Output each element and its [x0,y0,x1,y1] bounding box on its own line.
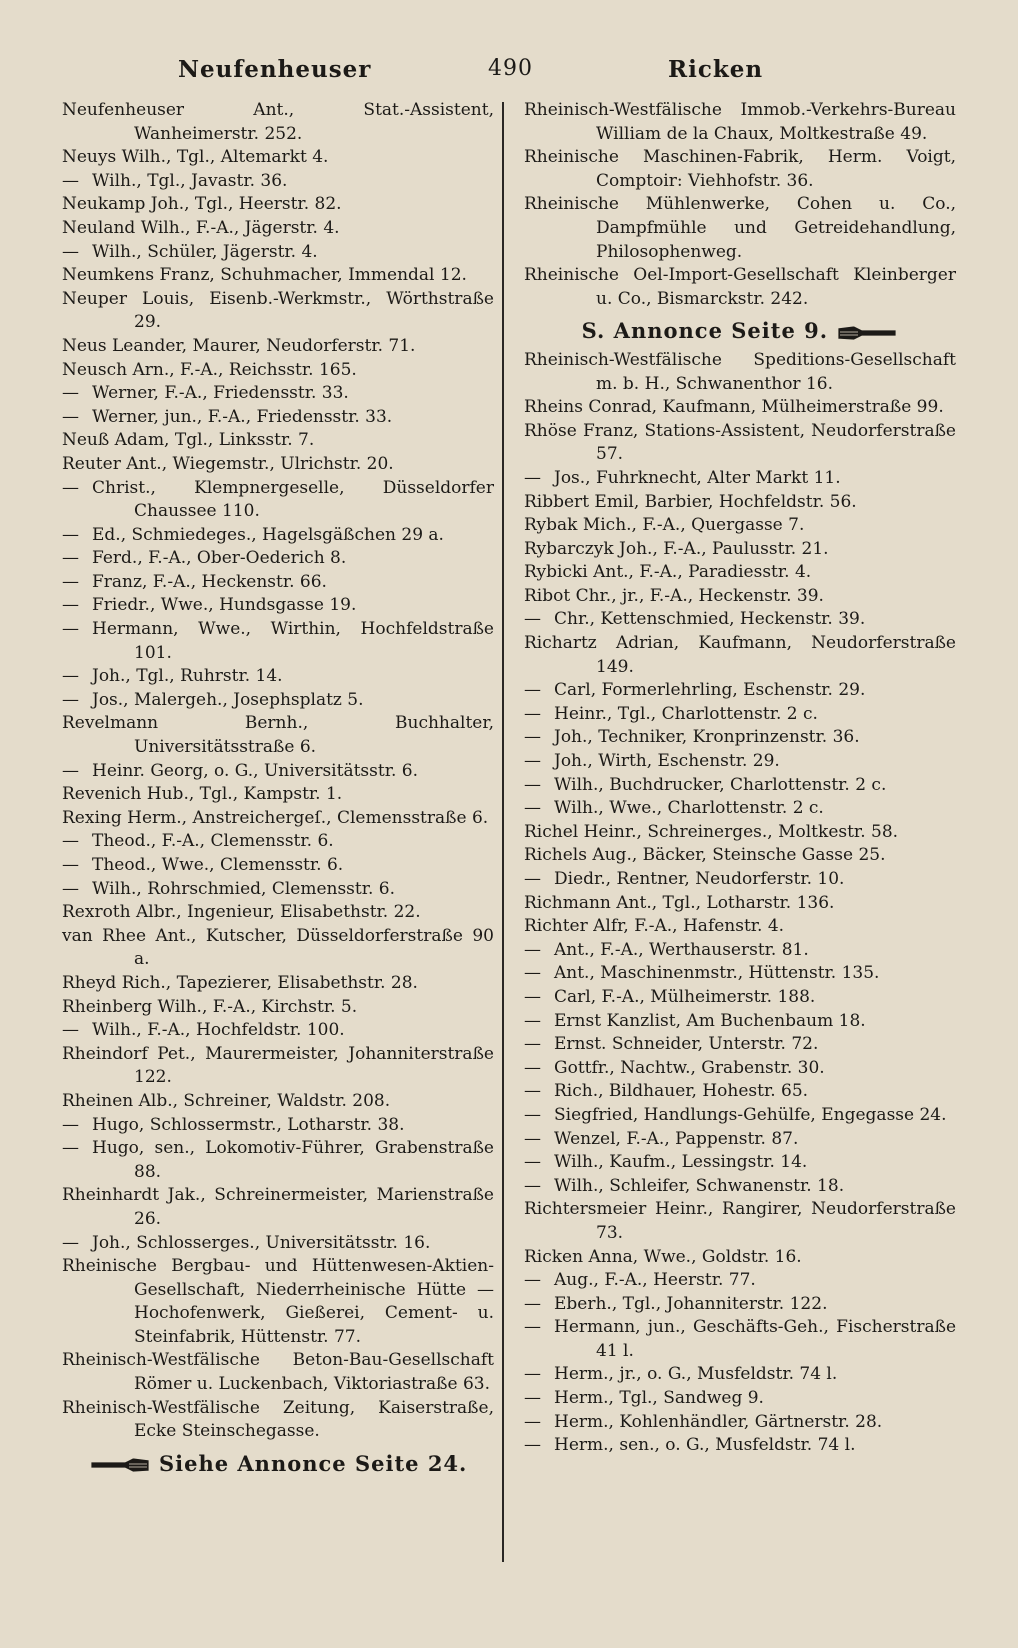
ditto-dash: — [62,241,79,262]
entry-text: Rheinisch-Westfälische Zeitung, Kaiserstraße, Ecke Steinschegasse. [62,1397,494,1442]
directory-entry [524,491,956,515]
ditto-entry [524,1104,956,1128]
directory-entry [62,783,494,807]
directory-entry [524,1246,956,1270]
ditto-dash: — [524,798,541,819]
ditto-dash: — [62,1138,79,1159]
ditto-entry [524,1387,956,1411]
annonce-reference [524,319,956,343]
entry-text: Herm., jr., o. G., Musfeldstr. 74 l. [554,1364,838,1385]
ditto-entry [524,1411,956,1435]
ditto-entry [62,524,494,548]
ditto-entry [62,170,494,194]
ditto-dash: — [524,1317,541,1338]
entry-text: Neufenheuser Ant., Stat.-Assistent, Wanheimerstr. 252. [62,100,494,144]
entry-text: Neukamp Joh., Tgl., Heerstr. 82. [62,194,342,215]
entry-text: Werner, F.-A., Friedensstr. 33. [92,383,349,404]
entry-text: van Rhee Ant., Kutscher, Düsseldorferstraße 90 a. [62,925,494,970]
entry-text: Rybicki Ant., F.-A., Paradiesstr. 4. [524,562,812,583]
directory-entry [62,807,494,831]
ditto-dash: — [524,1388,541,1409]
ditto-dash: — [62,760,79,781]
entry-text: Heinr. Georg, o. G., Universitätsstr. 6. [92,760,418,781]
entry-text: Heinr., Tgl., Charlottenstr. 2 c. [554,703,818,724]
directory-entry [62,925,494,972]
ditto-dash: — [524,1128,541,1149]
ditto-entry [62,477,494,524]
entry-text: Hermann, Wwe., Wirthin, Hochfeldstraße 101. [92,619,494,663]
ditto-dash: — [524,703,541,724]
directory-entry [62,193,494,217]
ditto-entry [524,774,956,798]
ditto-dash: — [524,939,541,960]
entry-text: Neuland Wilh., F.-A., Jägerstr. 4. [62,217,340,238]
ditto-dash: — [62,666,79,687]
ditto-dash: — [524,1152,541,1173]
directory-entry [62,264,494,288]
directory-entry [62,996,494,1020]
directory-entry [62,901,494,925]
directory-entry [524,420,956,467]
entry-text: Revenich Hub., Tgl., Kampstr. 1. [62,784,343,805]
ditto-dash: — [524,609,541,630]
entry-text: Rybak Mich., F.-A., Quergasse 7. [524,515,805,536]
ditto-entry [524,868,956,892]
ditto-entry [524,797,956,821]
ditto-dash: — [62,1232,79,1253]
directory-entry [524,396,956,420]
ditto-entry [524,703,956,727]
entry-text: Theod., F.-A., Clemensstr. 6. [92,831,334,852]
ditto-dash: — [62,878,79,899]
ditto-dash: — [524,1104,541,1125]
entry-text: Neuß Adam, Tgl., Linksstr. 7. [62,430,315,451]
directory-entry [524,821,956,845]
running-head-left: Neufenheuser [178,56,372,83]
entry-text: Chr., Kettenschmied, Heckenstr. 39. [554,609,866,630]
ditto-entry [524,726,956,750]
ditto-dash: — [62,477,79,498]
entry-text: Ed., Schmiedeges., Hagelsgäßchen 29 a. [92,524,444,545]
directory-entry [62,146,494,170]
ditto-dash: — [62,619,79,640]
entry-text: Wilh., Buchdrucker, Charlottenstr. 2 c. [554,774,887,795]
ditto-dash: — [524,1057,541,1078]
ditto-entry [62,760,494,784]
right-column [524,99,956,1458]
ditto-dash: — [524,680,541,701]
entry-text: Neuper Louis, Eisenb.-Werkmstr., Wörthstraße 29. [62,288,494,333]
ditto-entry [524,986,956,1010]
entry-text: Wilh., Kaufm., Lessingstr. 14. [554,1152,808,1173]
ditto-dash: — [524,963,541,984]
ditto-dash: — [524,986,541,1007]
ditto-dash: — [62,170,79,191]
entry-text: Rexing Herm., Anstreichergeſ., Clemensstraße 6. [62,807,489,828]
entry-text: Ricken Anna, Wwe., Goldstr. 16. [524,1246,802,1267]
entry-text: Rheinische Bergbau- und Hüttenwesen-Aktien-Gesellschaft, Niederrheinische Hütte — Hochofenwerk, Gießerei, Cement- u. Steinfabrik, Hüttenstr. 77. [62,1256,494,1347]
ditto-entry [524,467,956,491]
ditto-entry [62,1232,494,1256]
directory-entry [62,429,494,453]
entry-text: Revelmann Bernh., Buchhalter, Universitätsstraße 6. [62,713,494,758]
entry-text: Richter Alfr, F.-A., Hafenstr. 4. [524,916,785,937]
ditto-entry [524,939,956,963]
ditto-entry [524,1269,956,1293]
directory-entry [524,264,956,311]
entry-text: Rheins Conrad, Kaufmann, Mülheimerstraße 99. [524,397,944,418]
ditto-dash: — [62,855,79,875]
ditto-dash: — [524,1081,541,1102]
entry-text: Hugo, Schlossermstr., Lotharstr. 38. [92,1114,405,1135]
entry-text: Hugo, sen., Lokomotiv-Führer, Grabenstraße 88. [92,1138,494,1182]
directory-entry [62,335,494,359]
ditto-entry [524,1010,956,1034]
ditto-entry [524,1363,956,1387]
entry-text: Joh., Techniker, Kronprinzenstr. 36. [554,727,860,748]
entry-text: Ant., Maschinenmstr., Hüttenstr. 135. [554,963,880,984]
directory-entry [524,514,956,538]
pointing-hand-icon [89,1456,151,1474]
entry-text: Jos., Malergeh., Josephsplatz 5. [92,689,364,710]
entry-text: Wenzel, F.-A., Pappenstr. 87. [554,1128,799,1149]
directory-entry [524,99,956,146]
entry-text: Herm., Kohlenhändler, Gärtnerstr. 28. [554,1411,883,1432]
ditto-entry [62,547,494,571]
entry-text: Richels Aug., Bäcker, Steinsche Gasse 25. [524,845,886,866]
entry-text: Reuter Ant., Wiegemstr., Ulrichstr. 20. [62,453,394,474]
entry-text: Aug., F.-A., Heerstr. 77. [554,1270,756,1291]
entry-text: Rheinen Alb., Schreiner, Waldstr. 208. [62,1090,391,1111]
directory-entry [62,1043,494,1090]
ditto-entry [62,618,494,665]
directory-entry [62,1349,494,1396]
ditto-entry [524,608,956,632]
ditto-dash: — [62,571,79,592]
entry-text: Neuys Wilh., Tgl., Altemarkt 4. [62,147,329,168]
directory-entry [62,217,494,241]
directory-entry [62,1090,494,1114]
entry-text: Richtersmeier Heinr., Rangirer, Neudorferstraße 73. [524,1199,956,1243]
ditto-dash: — [62,548,79,569]
ditto-entry [62,594,494,618]
entry-text: Wilh., Schüler, Jägerstr. 4. [92,241,318,262]
ditto-dash: — [62,1020,79,1041]
entry-text: Rheinische Maschinen-Fabrik, Herm. Voigt, Comptoir: Viehhofstr. 36. [524,147,956,191]
page-number: 490 [488,56,533,81]
entry-text: Rheyd Rich., Tapezierer, Elisabethstr. 28. [62,972,418,993]
entry-text: Friedr., Wwe., Hundsgasse 19. [92,595,357,616]
ditto-entry [62,830,494,854]
entry-text: Carl, Formerlehrling, Eschenstr. 29. [554,680,866,701]
entry-text: Diedr., Rentner, Neudorferstr. 10. [554,869,845,889]
ditto-entry [62,382,494,406]
entry-text: Joh., Schlosserges., Universitätsstr. 16. [92,1232,431,1253]
entry-text: Rexroth Albr., Ingenieur, Elisabethstr. 22. [62,902,421,923]
entry-text: Werner, jun., F.-A., Friedensstr. 33. [92,406,393,427]
entry-text: Jos., Fuhrknecht, Alter Markt 11. [554,467,841,488]
directory-entry [524,561,956,585]
ditto-dash: — [524,1270,541,1291]
ditto-entry [524,1434,956,1458]
ditto-entry [524,1033,956,1057]
directory-entry [524,844,956,868]
entry-text: Rheinberg Wilh., F.-A., Kirchstr. 5. [62,996,358,1017]
entry-text: Rheinhardt Jak., Schreinermeister, Marienstraße 26. [62,1185,494,1229]
directory-entry [62,359,494,383]
ditto-entry [62,665,494,689]
directory-entry [62,453,494,477]
annonce-text: S. Annonce Seite 9. [581,318,829,344]
entry-text: Ribbert Emil, Barbier, Hochfeldstr. 56. [524,491,857,512]
ditto-dash: — [62,689,79,710]
directory-entry [524,538,956,562]
entry-text: Neus Leander, Maurer, Neudorferstr. 71. [62,335,416,356]
directory-entry [62,712,494,759]
ditto-dash: — [62,831,79,852]
entry-text: Ernst. Schneider, Unterstr. 72. [554,1034,819,1055]
entry-text: Ernst Kanzlist, Am Buchenbaum 18. [554,1010,866,1031]
directory-entry [62,1184,494,1231]
entry-text: Theod., Wwe., Clemensstr. 6. [92,855,344,875]
ditto-dash: — [62,1114,79,1135]
ditto-dash: — [62,524,79,545]
entry-text: Richel Heinr., Schreinerges., Moltkestr. 58. [524,821,899,842]
directory-entry [524,585,956,609]
ditto-entry [524,1175,956,1199]
directory-entry [524,1198,956,1245]
directory-entry [62,1255,494,1349]
entry-text: Joh., Wirth, Eschenstr. 29. [554,751,780,772]
ditto-dash: — [524,1435,541,1456]
entry-text: Rich., Bildhauer, Hohestr. 65. [554,1081,809,1102]
ditto-entry [524,962,956,986]
directory-entry [524,632,956,679]
entry-text: Gottfr., Nachtw., Grabenstr. 30. [554,1057,825,1078]
ditto-dash: — [524,1034,541,1055]
running-head-right: Ricken [668,56,764,83]
directory-entry [62,1397,494,1444]
ditto-entry [524,1151,956,1175]
ditto-entry [524,1128,956,1152]
ditto-dash: — [62,406,79,427]
ditto-entry [62,571,494,595]
ditto-dash: — [524,1411,541,1432]
ditto-entry [62,854,494,878]
entry-text: Wilh., F.-A., Hochfeldstr. 100. [92,1020,345,1041]
ditto-entry [62,1114,494,1138]
ditto-entry [524,1293,956,1317]
directory-entry [62,972,494,996]
pointing-hand-icon [836,324,898,342]
entry-text: Rheinisch-Westfälische Beton-Bau-Gesellschaft Römer u. Luckenbach, Viktoriastraße 63. [62,1350,494,1395]
ditto-entry [62,241,494,265]
entry-text: Rhöse Franz, Stations-Assistent, Neudorferstraße 57. [524,420,956,465]
ditto-dash: — [524,751,541,772]
annonce-reference [62,1452,494,1476]
entry-text: Carl, F.-A., Mülheimerstr. 188. [554,986,816,1007]
entry-text: Rheinisch-Westfälische Immob.-Verkehrs-Bureau William de la Chaux, Moltkestraße 49. [524,100,956,144]
directory-entry [524,349,956,396]
entry-text: Richartz Adrian, Kaufmann, Neudorferstraße 149. [524,633,956,677]
entry-text: Ribot Chr., jr., F.-A., Heckenstr. 39. [524,585,824,606]
ditto-dash: — [524,1293,541,1314]
entry-text: Ant., F.-A., Werthauserstr. 81. [554,939,809,960]
ditto-entry [524,679,956,703]
ditto-dash: — [524,774,541,795]
ditto-entry [62,1019,494,1043]
entry-text: Herm., Tgl., Sandweg 9. [554,1388,764,1409]
ditto-entry [524,750,956,774]
entry-text: Rheinisch-Westfälische Speditions-Gesellschaft m. b. H., Schwanenthor 16. [524,349,956,394]
entry-text: Joh., Tgl., Ruhrstr. 14. [92,666,283,687]
entry-text: Hermann, jun., Geschäfts-Geh., Fischerstraße 41 l. [554,1317,956,1361]
directory-entry [62,99,494,146]
ditto-dash: — [524,1175,541,1196]
directory-entry [62,288,494,335]
ditto-dash: — [524,1364,541,1385]
entry-text: Eberh., Tgl., Johanniterstr. 122. [554,1293,828,1314]
entry-text: Rheinische Mühlenwerke, Cohen u. Co., Dampfmühle und Getreidehandlung, Philosophenweg. [524,194,956,262]
entry-text: Rheindorf Pet., Maurermeister, Johanniterstraße 122. [62,1043,494,1088]
ditto-dash: — [524,467,541,488]
directory-entry [524,915,956,939]
directory-entry [524,193,956,264]
entry-text: Franz, F.-A., Heckenstr. 66. [92,571,327,592]
left-column [62,99,494,1481]
entry-text: Wilh., Rohrschmied, Clemensstr. 6. [92,878,396,899]
ditto-dash: — [524,1010,541,1031]
ditto-entry [524,1080,956,1104]
entry-text: Christ., Klempnergeselle, Düsseldorfer Chaussee 110. [92,477,494,522]
ditto-entry [62,1137,494,1184]
ditto-entry [62,878,494,902]
entry-text: Herm., sen., o. G., Musfeldstr. 74 l. [554,1435,856,1456]
directory-entry [524,892,956,916]
entry-text: Richmann Ant., Tgl., Lotharstr. 136. [524,892,835,913]
ditto-dash: — [524,727,541,748]
entry-text: Neusch Arn., F.-A., Reichsstr. 165. [62,359,357,380]
column-divider [502,102,504,1562]
entry-text: Rheinische Oel-Import-Gesellschaft Kleinberger u. Co., Bismarckstr. 242. [524,265,956,309]
ditto-entry [524,1316,956,1363]
directory-entry [524,146,956,193]
entry-text: Wilh., Wwe., Charlottenstr. 2 c. [554,798,824,819]
entry-text: Rybarczyk Joh., F.-A., Paulusstr. 21. [524,538,829,559]
entry-text: Wilh., Schleifer, Schwanenstr. 18. [554,1175,845,1196]
ditto-entry [62,689,494,713]
ditto-dash: — [524,869,541,889]
entry-text: Neumkens Franz, Schuhmacher, Immendal 12. [62,265,467,286]
annonce-text: Siehe Annonce Seite 24. [158,1450,468,1476]
ditto-entry [62,406,494,430]
entry-text: Siegfried, Handlungs-Gehülfe, Engegasse 24. [554,1104,947,1125]
ditto-entry [524,1057,956,1081]
ditto-dash: — [62,595,79,616]
entry-text: Wilh., Tgl., Javastr. 36. [92,170,288,191]
ditto-dash: — [62,383,79,404]
entry-text: Ferd., F.-A., Ober-Oederich 8. [92,548,347,569]
